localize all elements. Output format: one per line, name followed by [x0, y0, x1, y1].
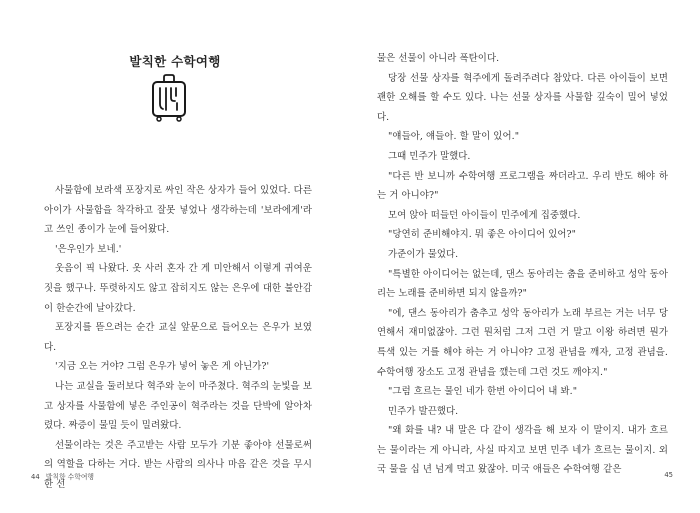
paragraph: 그때 민주가 말했다. — [388, 150, 471, 162]
paragraph: 당장 선물 상자를 혁주에게 돌려주려다 참았다. 다른 아이들이 보면 괜한 오해를 할 수도 있다. 나는 선물 상자를 사물함 깊숙이 밀어 넣었다. — [377, 72, 668, 123]
paragraph: "특별한 아이디어는 없는데, 댄스 동아리는 춤을 준비하고 성악 동아리는 노래를 준비하면 되지 않을까?" — [377, 268, 668, 300]
paragraph: 웃음이 픽 나왔다. 옷 사러 혼자 간 게 미안해서 이렇게 귀여운 짓을 했구나. 뚜렷하지도 않고 잡히지도 않는 은우에 대한 불안감이 한순간에 날아갔다. — [44, 263, 312, 314]
right-page-footer — [664, 471, 673, 479]
right-body-text — [377, 49, 668, 480]
chapter-title: 발칙한 수학여행 — [129, 54, 221, 69]
paragraph: "왜 화를 내? 내 말은 다 같이 생각을 해 보자 이 말이지. 내가 흐르는 물이라는 게 아니라, 사실 따지고 보면 민주 네가 흐르는 물이지. 외국 물을 십 년 넘게 먹고 왔잖아. 미국 애들은 수학여행 같은 — [377, 425, 668, 476]
paragraph: 선물이라는 것은 주고받는 사람 모두가 기분 좋아야 선물로써의 역할을 다하는 거다. 받는 사람의 의사나 마음 같은 것을 무시한 선 — [44, 439, 312, 490]
paragraph: "당연히 준비해야지. 뭐 좋은 아이디어 있어?" — [388, 229, 577, 241]
paragraph: 민주가 발끈했다. — [388, 405, 459, 417]
page-number: 45 — [664, 471, 673, 479]
paragraph: "다른 반 보니까 수학여행 프로그램을 짜더라고. 우리 반도 해야 하는 거 아니야?" — [377, 170, 668, 202]
paragraph: "에, 댄스 동아리가 춤추고 성악 동아리가 노래 부르는 거는 너무 당연해서 재미없잖아. 그런 뭔처럼 그저 그런 거 말고 이왕 하려면 뭔가 특색 있는 거를 해야 하는 거 아니야? 고정 관념을 깨자, 고정 관념을. 수학여행 장소도 고정 관념을 깼는데 그런 것도 깨야지." — [377, 307, 668, 378]
paragraph: "그럼 흐르는 물인 네가 한번 아이디어 내 봐." — [388, 386, 578, 398]
suitcase-icon — [147, 74, 191, 122]
page-number: 44 — [31, 473, 40, 481]
paragraph: '지금 오는 거야? 그럼 은우가 넣어 놓은 게 아닌가?' — [55, 361, 270, 373]
right-page — [350, 0, 700, 513]
left-body-text — [44, 181, 312, 495]
paragraph: 가준이가 물었다. — [388, 248, 459, 260]
running-head: 발칙한 수학여행 — [45, 473, 94, 481]
paragraph: 물은 선물이 아니라 폭탄이다. — [377, 53, 500, 64]
paragraph: 나는 교실을 둘러보다 혁주와 눈이 마주쳤다. 혁주의 눈빛을 보고 상자를 사물함에 넣은 주인공이 혁주라는 것을 단박에 알아차렸다. 짜증이 물밀 듯이 밀려왔다. — [44, 380, 312, 432]
paragraph: 모여 앉아 떠들던 아이들이 민주에게 집중했다. — [388, 209, 581, 221]
paragraph: "얘들아, 얘들아. 할 말이 있어." — [388, 131, 520, 143]
paragraph: '은우인가 보네.' — [55, 243, 122, 255]
left-page-footer — [31, 471, 94, 481]
paragraph: 사물함에 보라색 포장지로 싸인 작은 상자가 들어 있었다. 다른 아이가 사물함을 착각하고 잘못 넣었나 생각하는데 '보라에게'라고 쓰인 종이가 눈에 들어왔다. — [44, 185, 312, 236]
paragraph: 포장지를 뜯으려는 순간 교실 앞문으로 들어오는 은우가 보였다. — [44, 322, 312, 353]
